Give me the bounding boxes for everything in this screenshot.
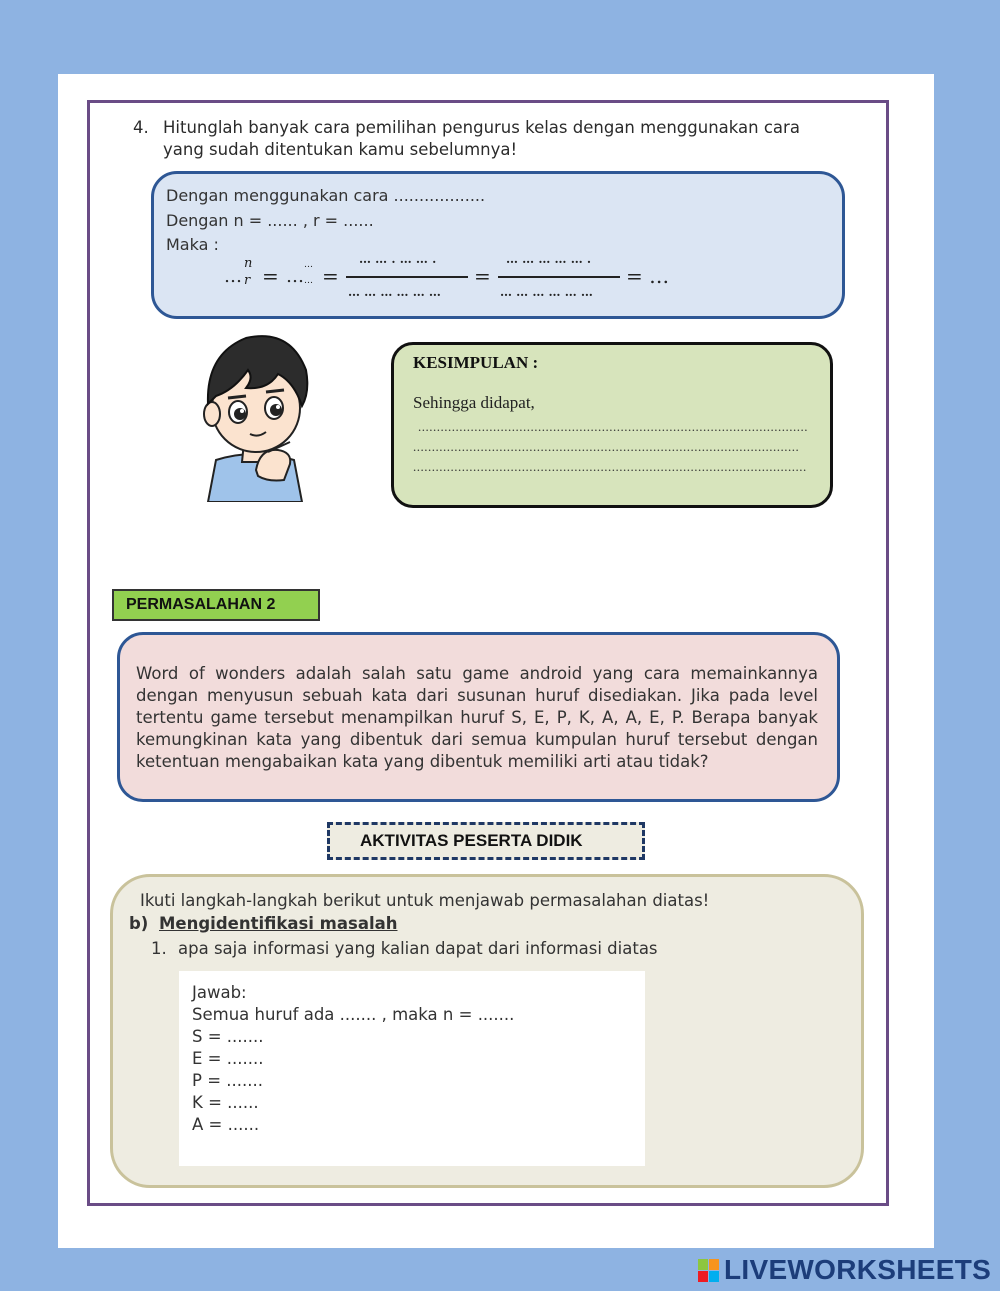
conclusion-text: Sehingga didapat, <box>413 393 535 412</box>
activity-label-text: AKTIVITAS PESERTA DIDIK <box>360 831 583 850</box>
answer-a[interactable]: A = ...... <box>192 1115 260 1134</box>
equals-sign: = <box>474 264 491 288</box>
activity-label <box>327 822 645 860</box>
formula-n: n <box>244 256 253 271</box>
fraction-2-numerator: … … … … … . <box>506 252 592 266</box>
question-number: 4. <box>133 118 149 137</box>
method-box <box>151 171 845 319</box>
formula-mid-sup: … <box>304 260 313 270</box>
answer-dotted-line[interactable]: ....................................................................................................... <box>413 439 800 454</box>
problem-2-label-text: PERMASALAHAN 2 <box>126 596 276 613</box>
problem-2-text: Word of wonders adalah salah satu game android yang cara memainkannya dengan menyusun sebuah kata dari susunan huruf disediakan. Jika pada level tertentu game tersebut menampilkan huruf S, E, P, K, A, A, E, P. Berapa banyak kemungkinan kata yang dibentuk dari semua kumpulan huruf tersebut dengan ketentuan mengabaikan kata yang dibentuk memiliki arti atau tidak? <box>136 664 818 771</box>
liveworksheets-logo[interactable] <box>698 1253 996 1289</box>
answer-label: Jawab: <box>192 983 247 1002</box>
steps-intro: Ikuti langkah-langkah berikut untuk menjawab permasalahan diatas! <box>140 891 710 910</box>
answer-dotted-line[interactable]: ........................................................................................................ <box>418 419 808 434</box>
answer-s[interactable]: S = ....... <box>192 1027 264 1046</box>
item-text: apa saja informasi yang kalian dapat dari informasi diatas <box>178 939 658 958</box>
answer-k[interactable]: K = ...... <box>192 1093 259 1112</box>
equals-sign: = <box>262 264 279 288</box>
thinking-boy-illustration <box>198 330 314 502</box>
fraction-2-bar <box>498 276 620 278</box>
conclusion-title: KESIMPULAN : <box>413 353 539 372</box>
maka-label: Maka : <box>166 235 219 254</box>
section-letter: b) <box>129 914 149 933</box>
method-line: Dengan menggunakan cara .................. <box>166 186 486 205</box>
formula-mid: … <box>286 266 304 287</box>
problem-2-box <box>117 632 840 802</box>
equals-sign: = <box>322 264 339 288</box>
n-r-line: Dengan n = ...... , r = ...... <box>166 211 374 230</box>
fraction-2-denominator: … … … … … … <box>500 285 593 299</box>
answer-dotted-line[interactable]: ......................................................................................................... <box>413 459 807 474</box>
question-text: Hitunglah banyak cara pemilihan pengurus kelas dengan menggunakan cara yang sudah ditentukan kamu sebelumnya! <box>163 118 800 159</box>
answer-p[interactable]: P = ....... <box>192 1071 263 1090</box>
answer-e[interactable]: E = ....... <box>192 1049 264 1068</box>
answer-area[interactable] <box>179 971 645 1166</box>
formula-prefix: … <box>224 266 242 287</box>
formula <box>224 252 684 308</box>
fraction-1-bar <box>346 276 468 278</box>
answer-total-letters[interactable]: Semua huruf ada ....... , maka n = ....... <box>192 1005 515 1024</box>
fraction-1-numerator: … … . … … . <box>359 252 437 266</box>
formula-result: = … <box>626 264 670 288</box>
liveworksheets-logo-text: LIVEWORKSHEETS <box>724 1254 992 1285</box>
item-number: 1. <box>151 939 167 958</box>
problem-2-label <box>112 589 320 621</box>
conclusion-box <box>391 342 833 508</box>
formula-mid-sub: … <box>304 276 313 286</box>
formula-r: r <box>244 273 251 288</box>
liveworksheets-logo-icon <box>698 1259 720 1283</box>
section-title: Mengidentifikasi masalah <box>159 914 398 933</box>
fraction-1-denominator: … … … … … … <box>348 285 441 299</box>
